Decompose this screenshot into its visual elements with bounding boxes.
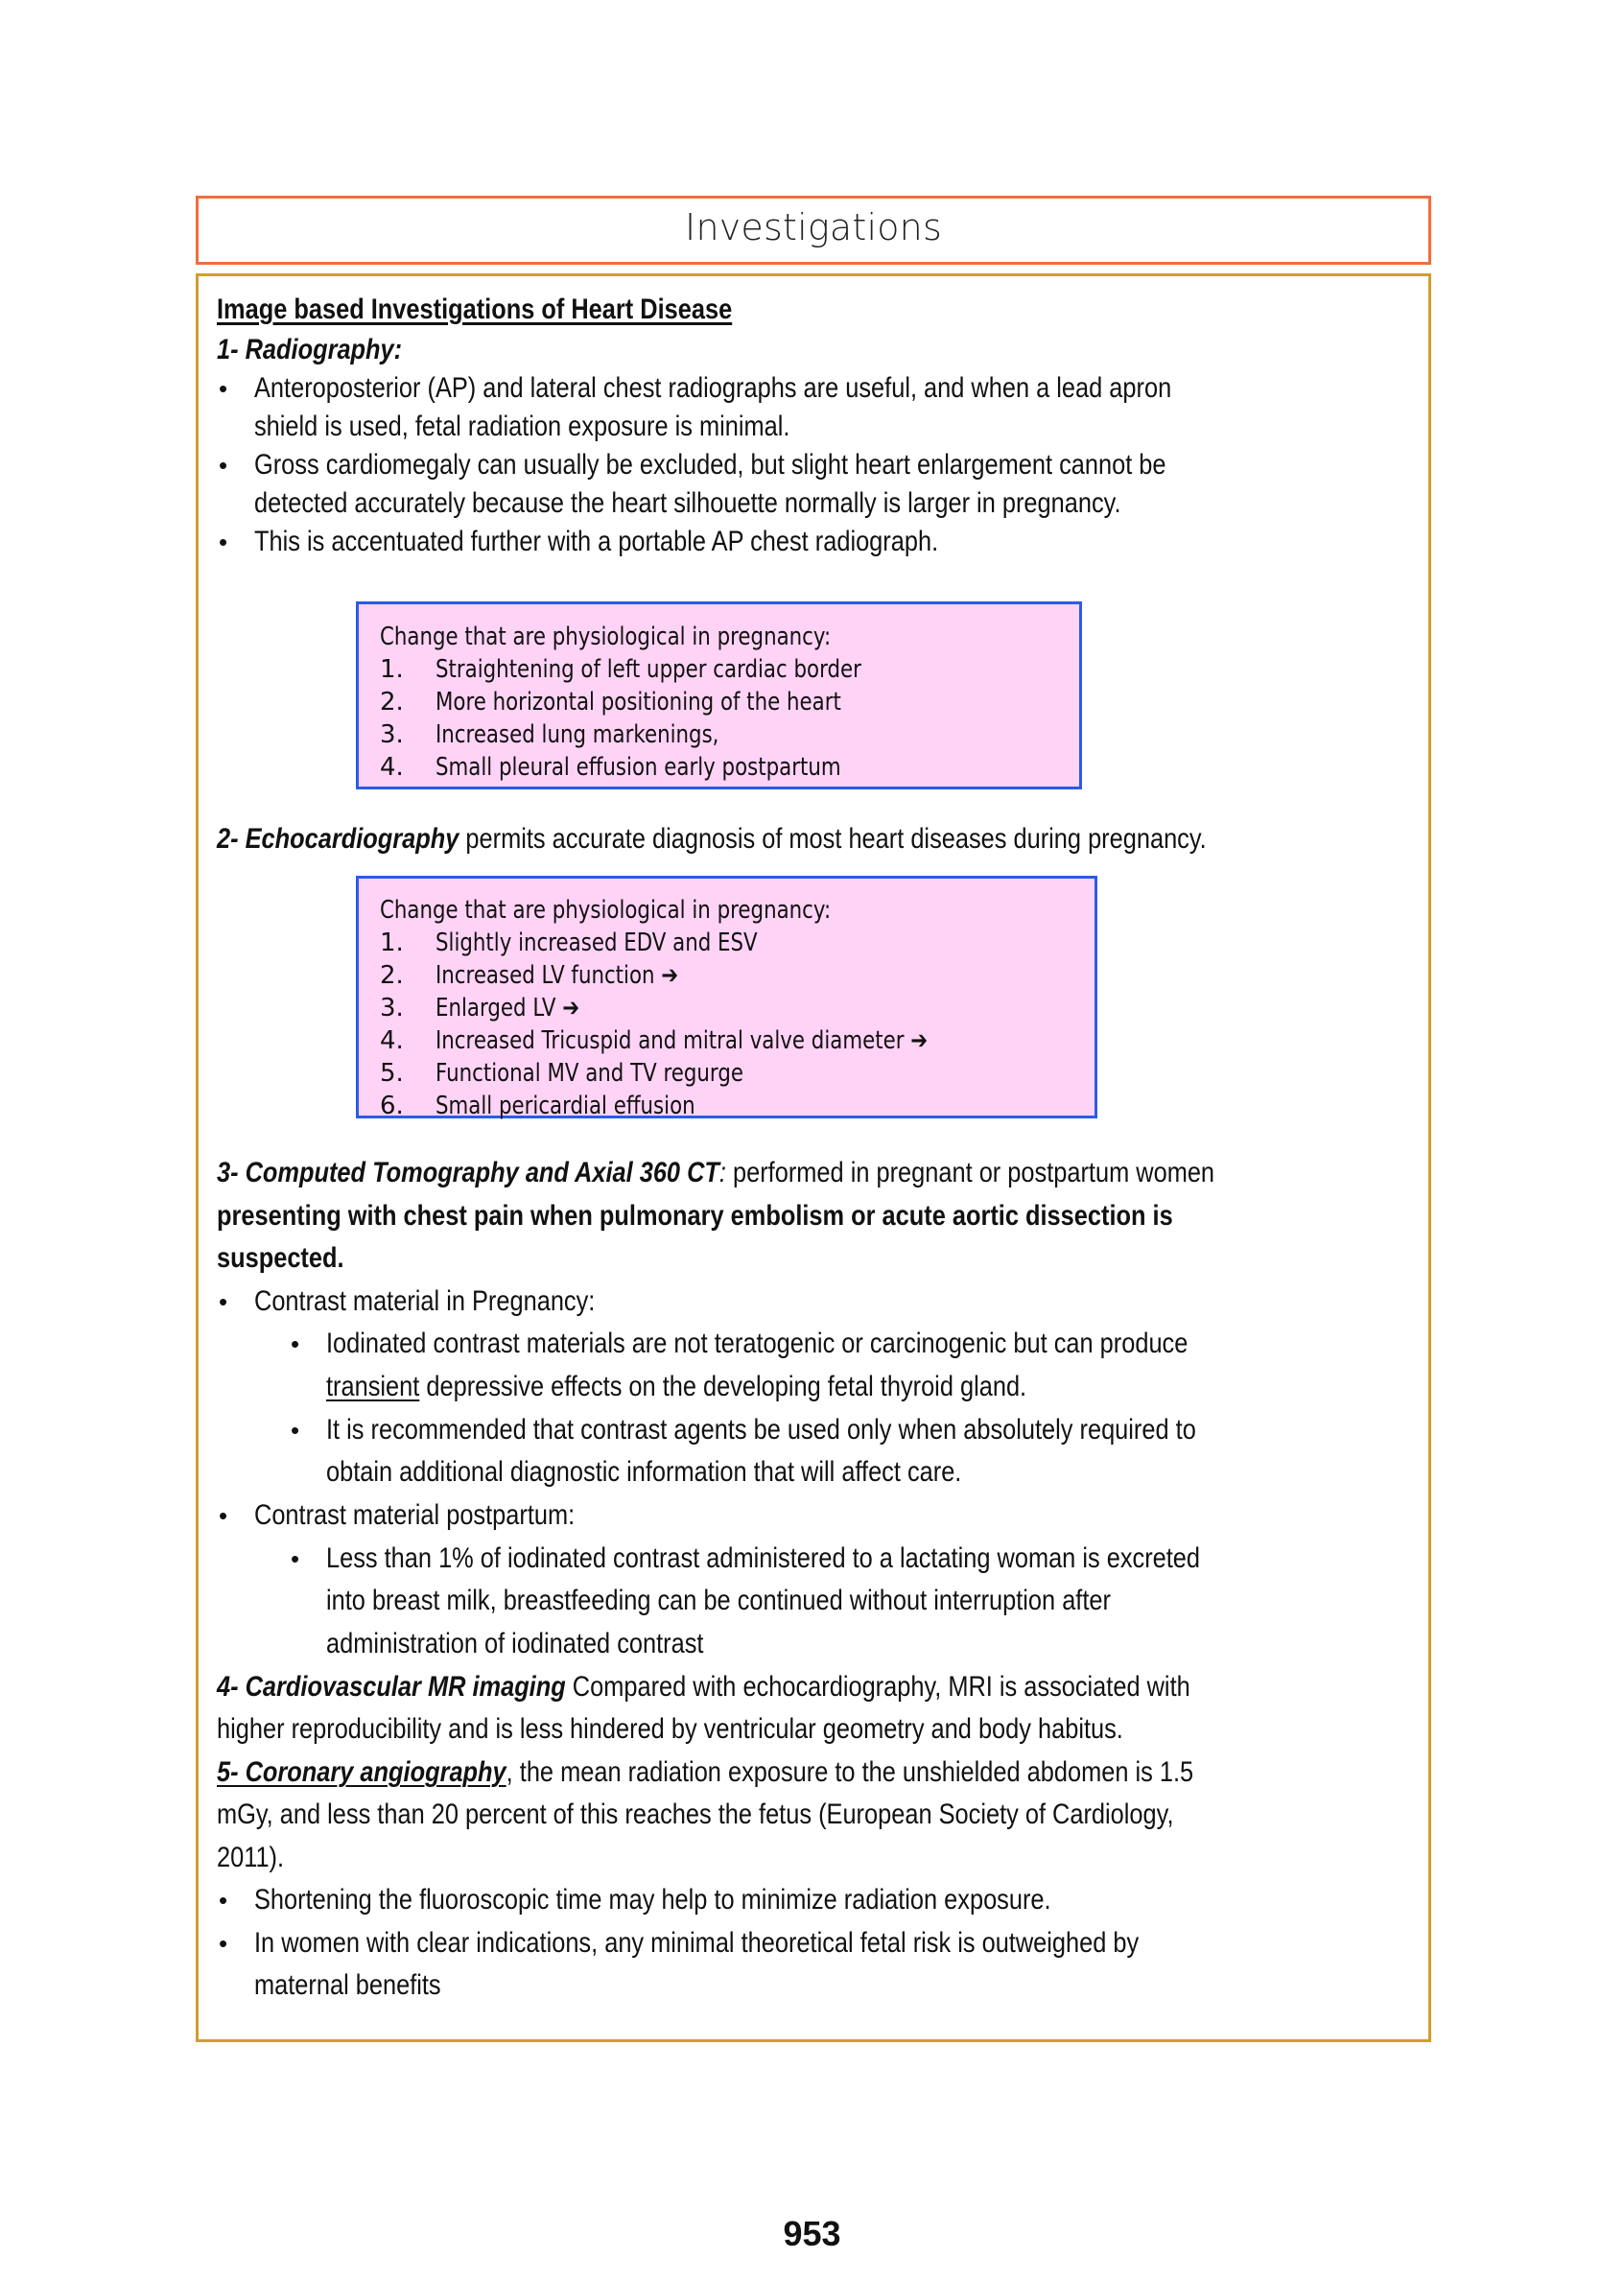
angio-paragraph-line-1 [217, 1753, 1193, 1792]
callout-item: Straightening of left upper cardiac border [435, 655, 861, 684]
contrast-pregnancy-point-1-line-2 [326, 1368, 1026, 1406]
callout-title: Change that are physiological in pregnancy: [380, 896, 832, 925]
bullet-icon: • [291, 1544, 300, 1573]
angio-bullet-2-line-1: In women with clear indications, any minimal theoretical fetal risk is outweighed by [254, 1927, 1140, 1959]
callout-item-number: 2. [380, 961, 404, 990]
radiography-heading: 1- Radiography: [217, 334, 403, 365]
callout-item: Enlarged LV ➔ [435, 994, 580, 1023]
callout-item-number: 4. [380, 1026, 404, 1055]
mri-paragraph-line-2: higher reproducibility and is less hindered by ventricular geometry and body habitus. [217, 1713, 1123, 1745]
angio-bullet-2-line-2: maternal benefits [254, 1969, 441, 2001]
radiography-bullet-2-line-2: detected accurately because the heart silhouette normally is larger in pregnancy. [254, 487, 1121, 519]
bullet-icon: • [219, 374, 228, 403]
echo-callout [356, 876, 1097, 1118]
ct-colon: : [718, 1157, 726, 1188]
callout-item-number: 1. [380, 655, 404, 684]
bullet-icon: • [219, 1929, 228, 1958]
angio-paragraph-line-3: 2011). [217, 1842, 285, 1873]
page-number: 953 [783, 2214, 841, 2253]
contrast-pregnancy-point-2-line-1: It is recommended that contrast agents be used only when absolutely required to [326, 1414, 1196, 1446]
bullet-icon: • [219, 528, 228, 556]
callout-item-number: 1. [380, 929, 404, 957]
callout-item: Functional MV and TV regurge [435, 1059, 743, 1088]
bullet-icon: • [219, 1287, 228, 1316]
callout-item: Increased Tricuspid and mitral valve diameter ➔ [435, 1026, 929, 1055]
callout-item-number: 3. [380, 720, 404, 749]
callout-item: Increased LV function ➔ [435, 961, 679, 990]
point-text: depressive effects on the developing fetal thyroid gland. [419, 1371, 1027, 1402]
callout-item-number: 3. [380, 994, 404, 1023]
page-title: Investigations [685, 206, 942, 248]
callout-item: Small pericardial effusion [435, 1092, 695, 1120]
radiography-bullet-1-line-1: Anteroposterior (AP) and lateral chest radiographs are useful, and when a lead apron [254, 372, 1172, 404]
bullet-icon: • [219, 1501, 228, 1530]
callout-item: Slightly increased EDV and ESV [435, 929, 758, 957]
callout-item: Increased lung markenings, [435, 720, 719, 749]
echo-heading: 2- Echocardiography [217, 823, 459, 855]
section-heading: Image based Investigations of Heart Disease [217, 294, 733, 325]
contrast-pregnancy-point-2-line-2: obtain additional diagnostic information that will affect care. [326, 1456, 962, 1488]
callout-item: Small pleural effusion early postpartum [435, 753, 841, 782]
angio-heading: 5- Coronary angiography [217, 1756, 506, 1788]
callout-item-number: 5. [380, 1059, 404, 1088]
callout-item: More horizontal positioning of the heart [435, 688, 841, 717]
radiography-callout [356, 601, 1082, 789]
bullet-icon: • [291, 1416, 300, 1445]
mri-text: Compared with echocardiography, MRI is associated with [565, 1671, 1190, 1703]
title-box [196, 196, 1431, 265]
contrast-postpartum-line-2: into breast milk, breastfeeding can be continued without interruption after [326, 1585, 1111, 1616]
echo-text: permits accurate diagnosis of most heart diseases during pregnancy. [459, 823, 1207, 855]
ct-paragraph-line-2: presenting with chest pain when pulmonary embolism or acute aortic dissection is [217, 1200, 1173, 1232]
contrast-pregnancy-point-1-line-1: Iodinated contrast materials are not teratogenic or carcinogenic but can produce [326, 1328, 1189, 1359]
mri-heading: 4- Cardiovascular MR imaging [217, 1671, 566, 1703]
ct-paragraph-line-1 [217, 1154, 1214, 1192]
callout-item-number: 6. [380, 1092, 404, 1120]
contrast-postpartum-line-3: administration of iodinated contrast [326, 1628, 704, 1659]
contrast-postpartum-label: Contrast material postpartum: [254, 1499, 576, 1531]
radiography-bullet-1-line-2: shield is used, fetal radiation exposure is minimal. [254, 411, 790, 442]
radiography-bullet-3: This is accentuated further with a portable AP chest radiograph. [254, 526, 939, 557]
bullet-icon: • [219, 1886, 228, 1915]
angio-text: , the mean radiation exposure to the unshielded abdomen is 1.5 [506, 1756, 1194, 1788]
mri-paragraph-line-1 [217, 1668, 1190, 1706]
underlined-word: transient [326, 1371, 420, 1402]
angio-bullet-1: Shortening the fluoroscopic time may help to minimize radiation exposure. [254, 1884, 1051, 1916]
bullet-icon: • [291, 1329, 300, 1358]
angio-paragraph-line-2: mGy, and less than 20 percent of this reaches the fetus (European Society of Cardiology, [217, 1799, 1174, 1830]
ct-text: performed in pregnant or postpartum women [725, 1157, 1215, 1188]
radiography-bullet-2-line-1: Gross cardiomegaly can usually be excluded, but slight heart enlargement cannot be [254, 449, 1166, 481]
callout-item-number: 4. [380, 753, 404, 782]
callout-item-number: 2. [380, 688, 404, 717]
ct-paragraph-line-3: suspected. [217, 1242, 344, 1274]
contrast-postpartum-line-1: Less than 1% of iodinated contrast administered to a lactating woman is excreted [326, 1542, 1201, 1574]
callout-title: Change that are physiological in pregnancy: [380, 623, 832, 651]
bullet-icon: • [219, 451, 228, 480]
echo-paragraph [217, 820, 1207, 858]
ct-heading: 3- Computed Tomography and Axial 360 CT [217, 1157, 719, 1188]
contrast-pregnancy-label: Contrast material in Pregnancy: [254, 1285, 596, 1317]
